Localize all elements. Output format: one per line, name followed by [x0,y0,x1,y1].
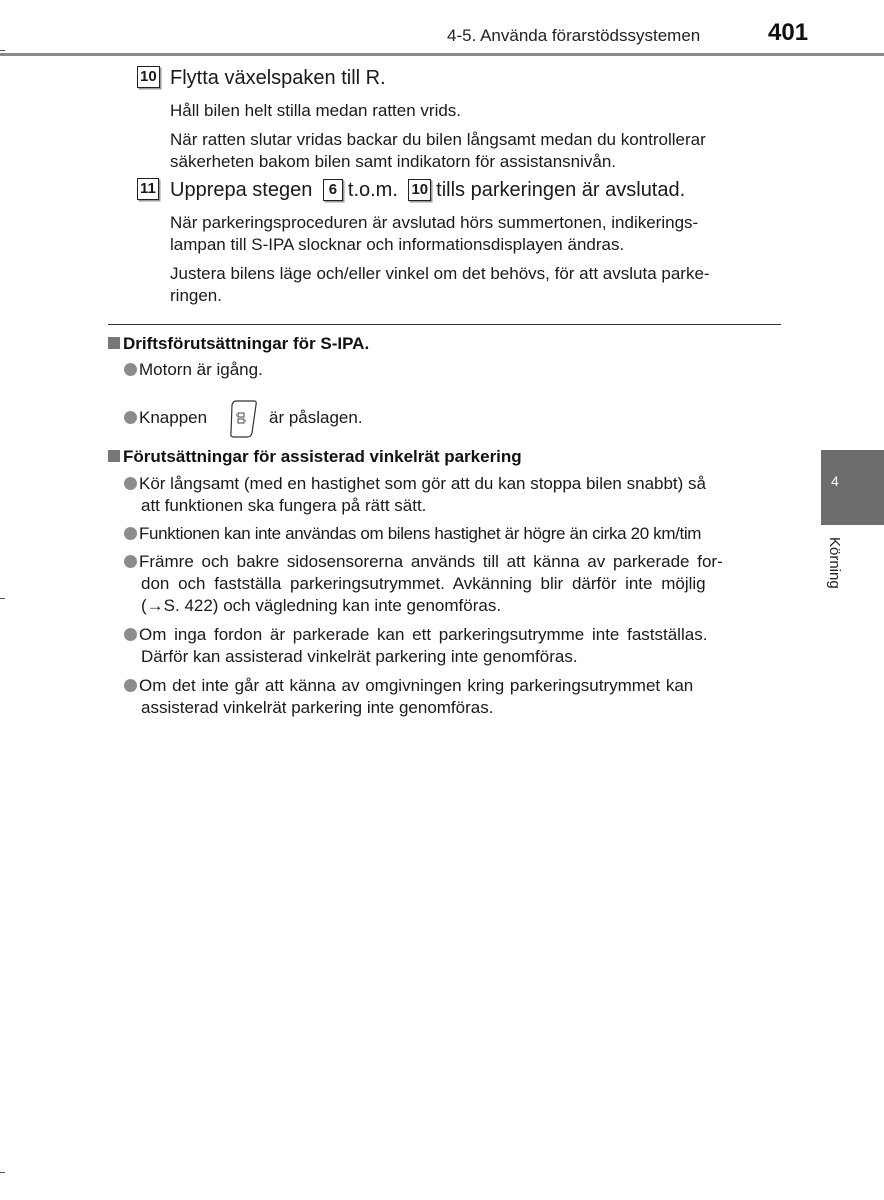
list-item: Kör långsamt (med en hastighet som gör att du kan stoppa bilen snabbt) så att funktionen ska fungera på rätt sätt. [124,473,784,517]
step-ref-box: 10 [408,179,431,201]
bullet-icon [124,477,137,490]
bullet-icon [124,555,137,568]
list-item: Motorn är igång. [124,359,263,381]
bullet-icon [124,411,137,424]
step-10-para-1: Håll bilen helt stilla medan ratten vrids. [170,101,462,120]
step-11 [137,178,159,200]
step-11-title: Upprepa stegen 6 t.o.m. 10 tills parkeringen är avslutad. [170,179,686,201]
list-item-text: är påslagen. [269,408,363,427]
step-number-box: 11 [137,178,159,200]
square-marker-icon [108,337,120,349]
step-ref-box: 6 [323,179,343,201]
header-rule [0,53,884,56]
crop-mark [0,1172,5,1173]
list-item: Främre och bakre sidosensorerna används till att känna av parkerade for- don och fastställa parkeringsutrymmet. Avkänning blir därför inte möjlig (→S. 422) och vägledning kan inte genomföras. [124,551,784,617]
section-heading-operating-conditions: Driftsförutsättningar för S-IPA. [108,334,369,354]
list-item: Om det inte går att känna av omgivningen kring parkeringsutrymmet kan assisterad vinkelrät parkering inte genomföras. [124,675,784,719]
list-item: Funktionen kan inte användas om bilens hastighet är högre än cirka 20 km/tim [124,523,804,545]
chapter-number: 4 [831,473,839,489]
section-header: 4-5. Använda förarstödssystemen [447,26,701,45]
step-11-para-2: Justera bilens läge och/eller vinkel om det behövs, för att avsluta parke- ringen. [170,264,710,305]
bullet-icon [124,363,137,376]
list-item: Knappen [124,407,207,429]
square-marker-icon [108,450,120,462]
step-number-box: 10 [137,66,160,88]
step-10 [137,66,160,88]
bullet-icon [124,527,137,540]
list-item: Om inga fordon är parkerade kan ett parkeringsutrymme inte fastställas. Därför kan assisterad vinkelrät parkering inte genomföras. [124,624,784,668]
section-divider [108,324,781,325]
step-11-para-1: När parkeringsproceduren är avslutad hörs summertonen, indikerings- lampan till S-IPA slocknar och informationsdisplayen ändras. [170,213,699,254]
step-10-title: Flytta växelspaken till R. [170,67,386,89]
page-number: 401 [768,19,809,46]
section-heading-parking-conditions: Förutsättningar för assisterad vinkelrät parkering [108,447,522,467]
s-ipa-button-icon [226,397,262,439]
bullet-icon [124,628,137,641]
bullet-icon [124,679,137,692]
crop-mark [0,598,5,599]
chapter-label: Körning [826,537,843,589]
crop-mark [0,50,5,51]
step-10-para-2: När ratten slutar vridas backar du bilen långsamt medan du kontrollerar säkerheten bakom bilen samt indikatorn för assistansnivån. [170,130,706,171]
